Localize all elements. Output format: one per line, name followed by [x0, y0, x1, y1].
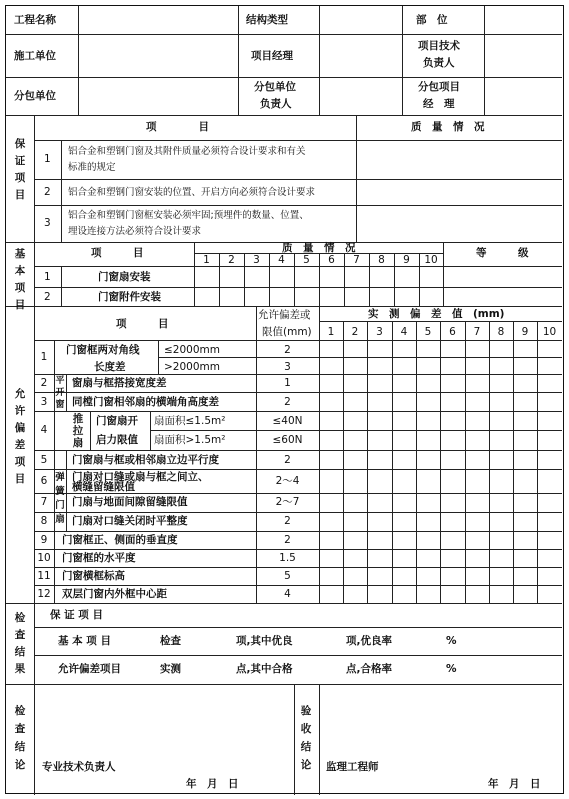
basic-no-2: 2 [44, 291, 51, 303]
results-measured: 实测 [160, 663, 181, 675]
row4-label-b: 启力限值 [96, 434, 138, 446]
row12-val: 4 [284, 588, 291, 600]
basic-col-item: 项 目 [91, 247, 144, 259]
results-basic: 基 本 项 目 [58, 635, 111, 647]
basic-item-2: 门窗附件安装 [98, 291, 161, 303]
row4-b-cond: 扇面积>1.5m² [154, 434, 226, 446]
row3-label: 同樘门窗相邻扇的横端角高度差 [72, 396, 219, 408]
tolerance-row-no: 5 [40, 454, 48, 466]
tolerance-num: 9 [521, 326, 529, 338]
basic-no-1: 1 [44, 271, 51, 283]
row12-label: 双层门窗内外框中心距 [62, 588, 167, 600]
basic-num: 1 [203, 254, 210, 266]
guarantee-no-1: 1 [44, 153, 51, 165]
row6-label-a: 门扇对口缝或扇与框之间立、 [72, 471, 209, 483]
tolerance-num: 5 [424, 326, 432, 338]
sub-pm-label-2: 经 理 [423, 98, 455, 110]
spring-door-group: 弹簧门扇 [55, 472, 65, 525]
tolerance-row-no: 4 [40, 424, 48, 436]
sub-lead-label-2: 负责人 [260, 98, 292, 110]
basic-num: 5 [303, 254, 310, 266]
basic-num: 4 [278, 254, 285, 266]
results-basic-check: 检查 [160, 635, 181, 647]
row4-a-val: ≤40N [272, 415, 303, 427]
tolerance-num: 1 [327, 326, 335, 338]
basic-num: 3 [253, 254, 260, 266]
construction-unit-label: 施工单位 [14, 50, 56, 62]
row9-val: 2 [284, 534, 291, 546]
results-point-ok: 点,其中合格 [236, 663, 293, 675]
basic-col-quality: 质 量 情 况 [282, 242, 356, 254]
row3-val: 2 [284, 396, 291, 408]
sub-lead-label-1: 分包单位 [254, 81, 296, 93]
tech-lead-label-1: 项目技术 [418, 40, 460, 52]
tolerance-num: 2 [351, 326, 359, 338]
row7-label: 门扇与地面间隙留缝限值 [72, 496, 188, 508]
results-guarantee: 保 证 项 目 [50, 609, 103, 621]
tolerance-num: 8 [497, 326, 505, 338]
row8-label: 门扇对口缝关闭时平整度 [72, 515, 188, 527]
guarantee-no-3: 3 [44, 217, 51, 229]
row5-val: 2 [284, 454, 291, 466]
guarantee-item-3-line2: 埋设连接方法必须符合设计要求 [68, 226, 202, 237]
guarantee-section-label: 保证项目 [14, 138, 26, 201]
supervisor-date: 年 月 日 [488, 778, 541, 790]
tolerance-num: 10 [542, 326, 557, 338]
results-section-label: 检查结果 [14, 612, 26, 675]
tolerance-col-measured: 实 测 偏 差 值 (mm) [368, 308, 505, 320]
guarantee-item-1-line2: 标准的规定 [68, 162, 116, 173]
basic-num: 10 [424, 254, 438, 266]
guarantee-col-quality: 质 量 情 况 [411, 121, 485, 133]
row1-a-val: 2 [284, 344, 291, 356]
tolerance-row-no: 10 [37, 552, 51, 564]
basic-num: 2 [228, 254, 235, 266]
guarantee-col-item: 项 目 [146, 121, 209, 133]
row11-label: 门窗横框标高 [62, 570, 125, 582]
row5-label: 门窗扇与框或相邻扇立边平行度 [72, 454, 219, 466]
tech-lead-date: 年 月 日 [186, 778, 239, 790]
subcontract-unit-label: 分包单位 [14, 90, 56, 102]
results-basic-percent: % [446, 635, 457, 647]
basic-col-grade: 等 级 [476, 247, 529, 259]
tolerance-section-label: 允许偏差项目 [14, 388, 26, 485]
basic-num: 8 [378, 254, 385, 266]
tolerance-num: 7 [473, 326, 481, 338]
part-label: 部 位 [416, 14, 448, 26]
results-tolerance-percent: % [446, 663, 457, 675]
row8-val: 2 [284, 515, 291, 527]
conclusion-section-label: 检查结论 [14, 705, 26, 771]
acceptance-section-label: 验收结论 [300, 705, 312, 771]
tolerance-row-no: 9 [40, 534, 48, 546]
inspection-form [5, 5, 564, 794]
row10-val: 1.5 [279, 552, 296, 564]
row11-val: 5 [284, 570, 291, 582]
results-item-good: 项,其中优良 [236, 635, 293, 647]
row1-label-a: 门窗框两对角线 [66, 344, 140, 356]
row1-a-cond: ≤2000mm [164, 344, 220, 356]
row6-val: 2～4 [275, 475, 300, 487]
row4-a-cond: 扇面积≤1.5m² [154, 415, 226, 427]
project-name-label: 工程名称 [14, 14, 56, 26]
guarantee-item-2-line1: 铝合金和塑钢门窗安装的位置、开启方向必须符合设计要求 [68, 187, 316, 198]
basic-num: 9 [403, 254, 410, 266]
tolerance-row-no: 7 [40, 496, 48, 508]
tolerance-row-no: 8 [40, 515, 48, 527]
tolerance-num: 4 [400, 326, 408, 338]
row1-b-cond: >2000mm [164, 361, 220, 373]
tech-lead-label-2: 负责人 [423, 57, 455, 69]
guarantee-item-1-line1: 铝合金和塑钢门窗及其附件质量必须符合设计要求和有关 [68, 146, 306, 157]
tolerance-num: 3 [376, 326, 383, 338]
row10-label: 门窗框的水平度 [62, 552, 136, 564]
tolerance-row-no: 2 [40, 377, 48, 389]
tech-lead-signature-label: 专业技术负责人 [42, 761, 116, 773]
flat-window-group: 平开窗 [55, 376, 65, 410]
row2-val: 1 [284, 377, 291, 389]
structure-type-label: 结构类型 [246, 14, 288, 26]
supervisor-signature-label: 监理工程师 [326, 761, 379, 773]
row4-b-val: ≤60N [272, 434, 303, 446]
results-item-good-rate: 项,优良率 [346, 635, 392, 647]
basic-num: 6 [328, 254, 335, 266]
tolerance-row-no: 1 [40, 351, 48, 363]
tolerance-row-no: 3 [40, 396, 48, 408]
row4-label-a: 门窗扇开 [96, 415, 138, 427]
tolerance-num: 6 [449, 326, 456, 338]
basic-item-1: 门窗扇安装 [98, 271, 151, 283]
tolerance-col-allow-1: 允许偏差或 [258, 309, 311, 321]
row2-label: 窗扇与框搭接宽度差 [72, 377, 167, 389]
row6-label-b: 横缝留缝限值 [72, 481, 135, 493]
row7-val: 2～7 [275, 496, 300, 508]
basic-section-label: 基本项目 [14, 248, 26, 311]
basic-num: 7 [353, 254, 360, 266]
tolerance-col-allow-2: 限值(mm) [262, 326, 312, 338]
sub-pm-label-1: 分包项目 [418, 81, 460, 93]
tolerance-row-no: 6 [40, 475, 48, 487]
project-manager-label: 项目经理 [251, 50, 293, 62]
push-pull-group: 推拉扇 [72, 413, 84, 449]
guarantee-no-2: 2 [44, 186, 51, 198]
results-tolerance: 允许偏差项目 [58, 663, 121, 675]
row1-b-val: 3 [284, 361, 291, 373]
tolerance-row-no: 12 [37, 588, 51, 600]
row9-label: 门窗框正、侧面的垂直度 [62, 534, 178, 546]
results-point-ok-rate: 点,合格率 [346, 663, 392, 675]
guarantee-item-3-line1: 铝合金和塑钢门窗框安装必须牢固;预埋件的数量、位置、 [68, 210, 309, 221]
row1-label-b: 长度差 [94, 361, 126, 373]
tolerance-row-no: 11 [37, 570, 51, 582]
tolerance-col-item: 项 目 [116, 318, 169, 330]
